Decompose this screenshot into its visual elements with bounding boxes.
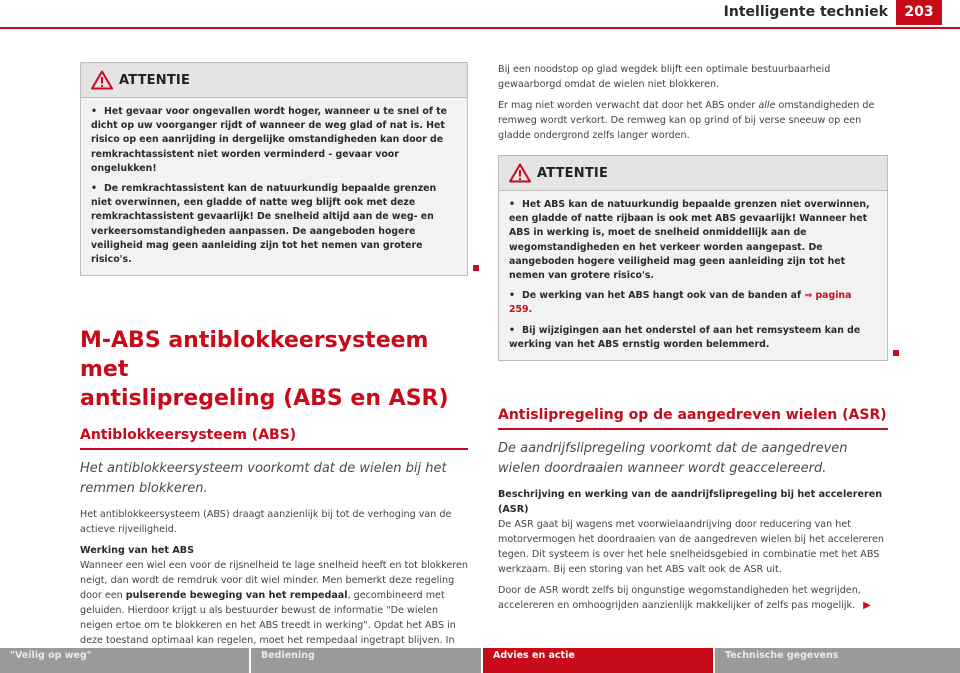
page-header [0, 0, 960, 36]
warning-box-brake-assist [80, 62, 468, 276]
continue-arrow-icon: ▶ [863, 600, 871, 612]
warning-title: ATTENTIE [119, 72, 191, 88]
end-marker-icon [473, 265, 479, 271]
subsection-title-abs: Antiblokkeersysteem (ABS) [80, 427, 468, 450]
warning-item: • De werking van het ABS hangt ook van de banden af ⇒ pagina 259. [509, 290, 852, 316]
warning-header [499, 156, 887, 191]
lead-text-asr: De aandrijfslipregeling voorkomt dat de aangedreven wielen doordraaien wanneer wordt geaccelereerd. [498, 441, 848, 477]
warning-body [81, 98, 467, 275]
warning-triangle-icon [91, 70, 113, 90]
left-column [80, 62, 468, 663]
subheading-abs-operation: Werking van het ABS [80, 545, 194, 557]
warning-header [81, 63, 467, 98]
subsection-title-asr: Antislipregeling op de aangedreven wielen (ASR) [498, 407, 888, 430]
paragraph: Er mag niet worden verwacht dat door het ABS onder alle omstandigheden de remweg wordt verkort. De remweg kan op grind of bij verse sneeuw op een gladde ondergrond zelfs langer worden. [498, 100, 875, 141]
lead-text-abs: Het antiblokkeersysteem voorkomt dat de wielen bij het remmen blokkeren. [80, 461, 447, 497]
footer-tab-safety[interactable]: "Veilig op weg" [0, 648, 249, 673]
page-reference-link[interactable]: ⇒ pagina 259. [509, 290, 852, 316]
warning-title: ATTENTIE [537, 165, 609, 181]
section-title: M-ABS antiblokkeersysteem met antislipregeling (ABS en ASR) [80, 328, 449, 412]
footer-nav [0, 648, 960, 673]
subheading-asr-description: Beschrijving en werking van de aandrijfslipregeling bij het accelereren (ASR) [498, 489, 883, 516]
warning-item: • Het ABS kan de natuurkundig bepaalde grenzen niet overwinnen, een gladde of natte rijbaan is ook met ABS gevaarlijk! Wanneer het ABS in werking is, moet de snelheid onmiddellijk aan de wegomstandigheden en het verkeer worden aangepast. De aangeboden hogere veiligheid mag geen aanleiding zijn tot het nemen van grotere risico's. [509, 199, 870, 282]
end-marker-icon [893, 350, 899, 356]
warning-box-abs [498, 155, 888, 361]
right-column [498, 62, 888, 613]
warning-body [499, 191, 887, 360]
warning-item: • Het gevaar voor ongevallen wordt hoger, wanneer u te snel of te dicht op uw voorganger rijdt of wanneer de weg glad of nat is. Het risico op een aanrijding in dergelijke omstandigheden kan door de remkrachtassistent niet worden verminderd - gevaar voor ongelukken! [91, 106, 448, 174]
paragraph: Het antiblokkeersysteem (ABS) draagt aanzienlijk bij tot de verhoging van de actieve rijveiligheid. [80, 509, 452, 536]
paragraph: De ASR gaat bij wagens met voorwielaandrijving door reducering van het motorvermogen het doordraaien van de aangedreven wielen bij het accelereren tegen. Dit systeem is over het hele snelheidsgebied in combinatie met het ABS werkzaam. Bij een storing van het ABS valt ook de ASR uit. [498, 519, 884, 576]
warning-item: • De remkrachtassistent kan de natuurkundig bepaalde grenzen niet overwinnen, een gladde of natte weg blijft ook met deze remkrachtassistent gevaarlijk! De snelheid altijd aan de weg- en verkeersomstandigheden aanpassen. De aangeboden hogere veiligheid mag geen aanleiding zijn tot het nemen van grotere risico's. [91, 183, 437, 266]
footer-tab-operation[interactable]: Bediening [251, 648, 481, 673]
warning-triangle-icon [509, 163, 531, 183]
footer-tab-technical-data[interactable]: Technische gegevens [715, 648, 960, 673]
warning-item: • Bij wijzigingen aan het onderstel of aan het remsysteem kan de werking van het ABS ernstig worden belemmerd. [509, 324, 861, 350]
footer-tab-advice-active[interactable]: Advies en actie [483, 648, 713, 673]
header-rule [0, 27, 960, 29]
paragraph: Door de ASR wordt zelfs bij ongunstige wegomstandigheden het wegrijden, accelereren en omhoogrijden aanzienlijk makkelijker of zelfs pas mogelijk. ▶ [498, 585, 871, 612]
paragraph: Wanneer een wiel een voor de rijsnelheid te lage snelheid heeft en tot blokkeren neigt, dan wordt de remdruk voor dit wiel minder. Men bemerkt deze regeling door een pulserende beweging van het rempedaal, gecombineerd met geluiden. Hierdoor krijgt u als bestuurder bewust de informatie "De wielen neigen ertoe om te blokkeren en het ABS treedt in werking". Opdat het ABS in deze toestand optimaal kan regelen, moet het rempedaal ingetrapt blijven. In [80, 560, 468, 647]
paragraph: Bij een noodstop op glad wegdek blijft een optimale bestuurbaarheid gewaarborgd omdat de wielen niet blokkeren. [498, 64, 831, 90]
running-header-title: Intelligente techniek [723, 4, 888, 20]
page-number: 203 [896, 0, 942, 25]
